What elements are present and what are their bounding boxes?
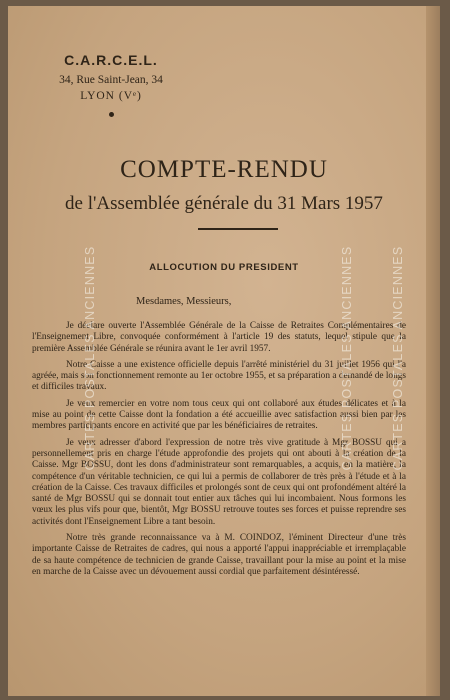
page-edge xyxy=(426,6,440,696)
document-page xyxy=(8,6,440,696)
paragraph: Je veux remercier en votre nom tous ceux qui ont collaboré aux études délicates et à la mise au point de cette Caisse dont la fondation a été accueillie avec satisfaction aussi bien par les membres participants encore en activité que par les bénéficiaires de retraites. xyxy=(32,398,406,432)
paragraph: Je veux adresser d'abord l'expression de notre très vive gratitude à Mgr BOSSU qui a personnellement pris en charge l'étude approfondie des projets qui ont abouti à la création de la Caisse. Mgr BOSSU, dont les dons d'administrateur sont remarquables, a acquis, en la matière, la compétence d'un véritable technicien, ce qui lui a permis de collaborer de très près à l'étude et à la création de la Caisse. Ces travaux difficiles et prolongés sont de ceux qui ont profondément altéré la santé de Mgr BOSSU qui se donnait tout entier aux tâches qui lui incombaient. Nous formons les vœux les plus vifs pour que, bientôt, Mgr BOSSU retrouve toutes ses forces et puisse reprendre ses activités dont l'Enseignement Libre a tant besoin. xyxy=(32,437,406,527)
bullet-dot xyxy=(109,112,114,117)
paragraph: Je déclare ouverte l'Assemblée Générale de la Caisse de Retraites Complémentaires de l'Enseignement Libre, convoquée conformément à l'article 19 des statuts, lequel stipule que la première Assemblée Générale se réunira avant le 1er avril 1957. xyxy=(32,321,406,354)
org-name: C.A.R.C.E.L. xyxy=(64,52,158,68)
watermark-center: CARTES POSTALES ANCIENNES xyxy=(340,245,354,471)
watermark-left: CARTES POSTALES ANCIENNES xyxy=(83,245,97,471)
paragraph: Notre très grande reconnaissance va à M. COINDOZ, l'éminent Directeur d'une très importante Caisse de Retraites de cadres, qui nous a apporté l'appui inappréciable et irremplaçable de sa haute compétence de technicien de grande Caisse, travaillant pour la mise au point et la mise en marche de la Caisse avec un dévouement aussi cordial que parfaitement désintéressé. xyxy=(32,533,406,577)
document-subtitle: de l'Assemblée générale du 31 Mars 1957 xyxy=(65,193,383,214)
org-city: LYON (Vᵉ) xyxy=(80,90,142,102)
organization-header xyxy=(36,52,186,117)
watermark-right: CARTES POSTALES ANCIENNES xyxy=(391,245,405,471)
section-heading: ALLOCUTION DU PRESIDENT xyxy=(149,262,299,273)
paragraph: Notre Caisse a une existence officielle depuis l'arrêté ministériel du 31 juillet 1956 qui l'a agréée, mais son fonctionnement remonte au 1er octobre 1955, et sa préparation a demandé de longs et difficiles travaux. xyxy=(32,359,406,393)
org-address: 34, Rue Saint-Jean, 34 xyxy=(59,74,163,86)
salutation: Mesdames, Messieurs, xyxy=(136,296,232,307)
document-title: COMPTE-RENDU xyxy=(120,156,328,183)
divider-rule xyxy=(198,228,278,230)
